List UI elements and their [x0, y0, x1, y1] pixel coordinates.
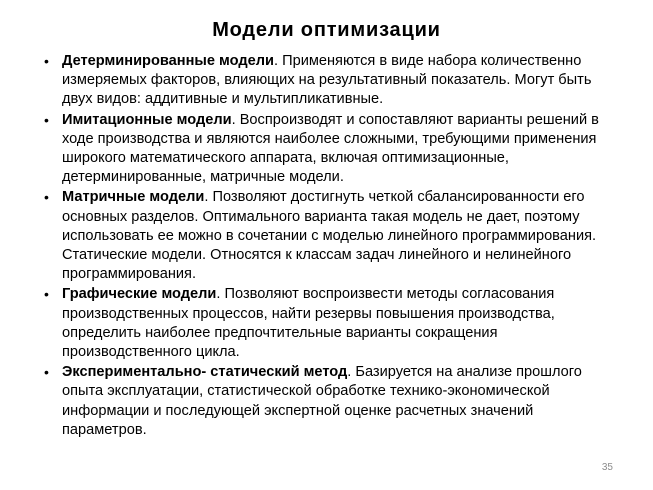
list-item [42, 111, 620, 188]
item-term: Имитационные модели [62, 111, 232, 128]
bullet-icon: • [44, 189, 49, 206]
list-item [42, 188, 620, 284]
list-item [42, 285, 620, 362]
bullet-icon: • [44, 53, 49, 69]
list-item [42, 363, 620, 440]
bullet-icon: • [44, 111, 49, 128]
bullet-icon: • [44, 364, 49, 381]
item-text: . Позволяют достигнуть четкой сбалансированности его основных разделов. Оптимального варианта такая модель не дает, поэтому использовать ее можно в сочетании с моделью линейного программирования. Статические модели. Относятся к классам задач линейного и нелинейного программирования. [62, 189, 597, 283]
item-text: . Позволяют воспроизвести методы согласования производственных процессов, найти резервы повышения производства, определить наиболее предпочтительные варианты сокращения производственного цикла. [62, 286, 555, 361]
bullet-icon: • [44, 286, 49, 303]
slide-title: Модели оптимизации [212, 19, 441, 41]
item-text: . Базируется на анализе прошлого опыта эксплуатации, статистической обработке технико-экономической информации и последующей экспертной оценке расчетных значений параметров. [62, 364, 582, 438]
bullet-list [42, 52, 620, 441]
item-text: . Воспроизводят и сопоставляют варианты решений в ходе производства и являются наиболее сложными, требующими применения широкого математического аппарата, включая оптимизационные, детерминированные, матричные модели. [62, 111, 599, 186]
item-term: Экспериментально- статический метод [62, 364, 348, 381]
item-term: Матричные модели [62, 189, 205, 206]
item-text: . Применяются в виде набора количественно измеряемых факторов, влияющих на результативный показатель. Могут быть двух видов: аддитивные и мультипликативные. [62, 53, 592, 108]
page-number: 35 [601, 462, 613, 473]
item-term: Графические модели [62, 286, 217, 303]
list-item [42, 52, 620, 110]
item-term: Детерминированные модели [62, 53, 274, 69]
